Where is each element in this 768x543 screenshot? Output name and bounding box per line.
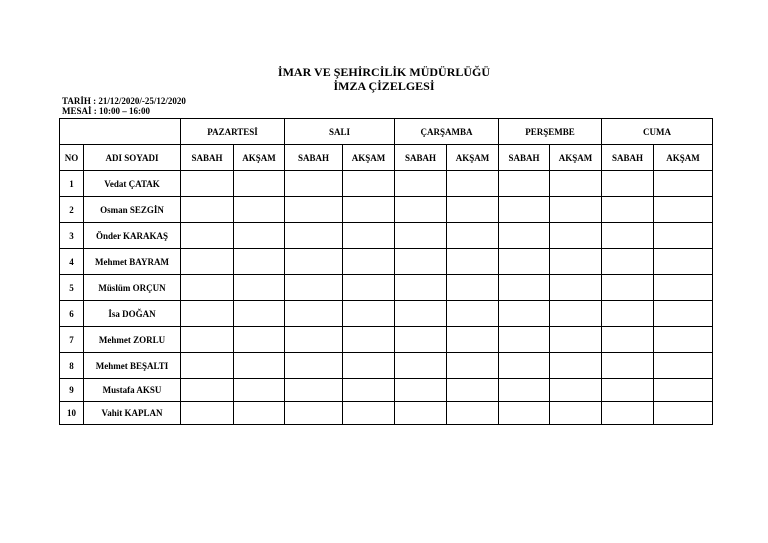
table-row — [60, 327, 713, 353]
signature-cell-morning[interactable] — [395, 197, 447, 223]
signature-cell-morning[interactable] — [285, 379, 343, 402]
row-number: 2 — [60, 197, 84, 223]
signature-cell-morning[interactable] — [395, 223, 447, 249]
signature-cell-evening[interactable] — [234, 275, 285, 301]
signature-cell-evening[interactable] — [447, 327, 499, 353]
signature-cell-evening[interactable] — [343, 223, 395, 249]
signature-cell-evening[interactable] — [654, 171, 713, 197]
signature-cell-evening[interactable] — [343, 171, 395, 197]
signature-cell-evening[interactable] — [654, 301, 713, 327]
signature-cell-morning[interactable] — [285, 353, 343, 379]
signature-cell-morning[interactable] — [499, 249, 550, 275]
morning-header: SABAH — [602, 145, 654, 171]
signature-cell-morning[interactable] — [602, 275, 654, 301]
signature-cell-evening[interactable] — [654, 353, 713, 379]
signature-cell-evening[interactable] — [234, 249, 285, 275]
evening-header: AKŞAM — [550, 145, 602, 171]
name-header: ADI SOYADI — [84, 145, 181, 171]
signature-cell-morning[interactable] — [395, 301, 447, 327]
signature-cell-morning[interactable] — [602, 301, 654, 327]
row-number: 6 — [60, 301, 84, 327]
signature-cell-evening[interactable] — [654, 223, 713, 249]
signature-cell-evening[interactable] — [234, 197, 285, 223]
person-name: Vahit KAPLAN — [84, 402, 181, 425]
signature-cell-morning[interactable] — [181, 171, 234, 197]
signature-cell-evening[interactable] — [550, 379, 602, 402]
signature-cell-morning[interactable] — [395, 402, 447, 425]
signature-cell-evening[interactable] — [550, 327, 602, 353]
signature-cell-morning[interactable] — [602, 223, 654, 249]
signature-cell-evening[interactable] — [234, 379, 285, 402]
no-header: NO — [60, 145, 84, 171]
signature-cell-evening[interactable] — [234, 301, 285, 327]
row-number: 9 — [60, 379, 84, 402]
person-name: Mehmet BAYRAM — [84, 249, 181, 275]
person-name: Vedat ÇATAK — [84, 171, 181, 197]
table-row — [60, 223, 713, 249]
signature-cell-evening[interactable] — [343, 327, 395, 353]
signature-cell-morning[interactable] — [499, 327, 550, 353]
signature-cell-morning[interactable] — [602, 402, 654, 425]
signature-cell-evening[interactable] — [447, 379, 499, 402]
signature-cell-evening[interactable] — [447, 249, 499, 275]
signature-cell-evening[interactable] — [234, 402, 285, 425]
signature-cell-morning[interactable] — [181, 223, 234, 249]
signature-cell-morning[interactable] — [499, 301, 550, 327]
signature-cell-evening[interactable] — [550, 223, 602, 249]
signature-cell-morning[interactable] — [499, 353, 550, 379]
signature-cell-evening[interactable] — [447, 223, 499, 249]
signature-cell-morning[interactable] — [181, 327, 234, 353]
table-row — [60, 301, 713, 327]
signature-cell-evening[interactable] — [654, 249, 713, 275]
day-header-thursday: PERŞEMBE — [499, 119, 602, 145]
signature-cell-evening[interactable] — [234, 353, 285, 379]
document-subtitle: İMZA ÇİZELGESİ — [333, 79, 435, 93]
signature-cell-morning[interactable] — [181, 402, 234, 425]
signature-cell-evening[interactable] — [343, 249, 395, 275]
evening-header: AKŞAM — [343, 145, 395, 171]
table-row — [60, 171, 713, 197]
person-name: Önder KARAKAŞ — [84, 223, 181, 249]
signature-cell-morning[interactable] — [181, 353, 234, 379]
morning-header: SABAH — [499, 145, 550, 171]
signature-cell-morning[interactable] — [602, 353, 654, 379]
signature-cell-morning[interactable] — [499, 402, 550, 425]
document-title: İMAR VE ŞEHİRCİLİK MÜDÜRLÜĞÜ — [277, 65, 491, 79]
signature-cell-morning[interactable] — [499, 379, 550, 402]
row-number: 1 — [60, 171, 84, 197]
table-row — [60, 275, 713, 301]
signature-cell-morning[interactable] — [395, 353, 447, 379]
signature-cell-morning[interactable] — [285, 197, 343, 223]
row-number: 5 — [60, 275, 84, 301]
signature-cell-morning[interactable] — [285, 327, 343, 353]
signature-cell-evening[interactable] — [550, 301, 602, 327]
signature-cell-evening[interactable] — [447, 171, 499, 197]
column-header-row — [60, 145, 713, 171]
signature-cell-evening[interactable] — [343, 353, 395, 379]
signature-cell-evening[interactable] — [550, 353, 602, 379]
morning-header: SABAH — [181, 145, 234, 171]
table-row — [60, 402, 713, 425]
corner-cell — [60, 119, 181, 145]
signature-cell-evening[interactable] — [550, 249, 602, 275]
morning-header: SABAH — [285, 145, 343, 171]
signature-cell-evening[interactable] — [343, 301, 395, 327]
working-hours: MESAİ : 10:00 – 16:00 — [62, 106, 150, 116]
row-number: 8 — [60, 353, 84, 379]
day-header-monday: PAZARTESİ — [181, 119, 285, 145]
signature-cell-morning[interactable] — [602, 327, 654, 353]
row-number: 4 — [60, 249, 84, 275]
signature-cell-evening[interactable] — [654, 327, 713, 353]
table-row — [60, 353, 713, 379]
signature-cell-morning[interactable] — [395, 249, 447, 275]
signature-cell-evening[interactable] — [234, 327, 285, 353]
day-header-tuesday: SALI — [285, 119, 395, 145]
signature-cell-morning[interactable] — [499, 275, 550, 301]
day-header-friday: CUMA — [602, 119, 713, 145]
signature-cell-evening[interactable] — [343, 379, 395, 402]
person-name: Mehmet ZORLU — [84, 327, 181, 353]
row-number: 3 — [60, 223, 84, 249]
signature-cell-evening[interactable] — [550, 197, 602, 223]
signature-cell-evening[interactable] — [654, 379, 713, 402]
signature-cell-evening[interactable] — [550, 402, 602, 425]
signature-cell-morning[interactable] — [285, 275, 343, 301]
signature-cell-evening[interactable] — [234, 171, 285, 197]
signature-cell-morning[interactable] — [395, 275, 447, 301]
date-range: TARİH : 21/12/2020/-25/12/2020 — [62, 96, 186, 106]
signature-cell-morning[interactable] — [395, 379, 447, 402]
signature-cell-morning[interactable] — [602, 171, 654, 197]
signature-cell-morning[interactable] — [499, 197, 550, 223]
signature-cell-morning[interactable] — [181, 197, 234, 223]
signature-cell-morning[interactable] — [285, 171, 343, 197]
signature-cell-evening[interactable] — [447, 402, 499, 425]
signature-cell-evening[interactable] — [654, 402, 713, 425]
signature-table — [59, 118, 713, 425]
signature-cell-morning[interactable] — [499, 171, 550, 197]
table-body — [60, 171, 713, 425]
signature-cell-morning[interactable] — [181, 249, 234, 275]
signature-cell-morning[interactable] — [602, 197, 654, 223]
signature-cell-morning[interactable] — [602, 249, 654, 275]
table-row — [60, 197, 713, 223]
person-name: Mehmet BEŞALTI — [84, 353, 181, 379]
evening-header: AKŞAM — [447, 145, 499, 171]
evening-header: AKŞAM — [234, 145, 285, 171]
signature-cell-morning[interactable] — [285, 249, 343, 275]
signature-cell-evening[interactable] — [550, 171, 602, 197]
day-header-row — [60, 119, 713, 145]
signature-cell-evening[interactable] — [447, 275, 499, 301]
signature-cell-evening[interactable] — [654, 275, 713, 301]
signature-cell-morning[interactable] — [395, 171, 447, 197]
signature-cell-evening[interactable] — [654, 197, 713, 223]
row-number: 10 — [60, 402, 84, 425]
person-name: Osman SEZGİN — [84, 197, 181, 223]
signature-cell-evening[interactable] — [343, 275, 395, 301]
signature-cell-evening[interactable] — [447, 197, 499, 223]
day-header-wednesday: ÇARŞAMBA — [395, 119, 499, 145]
signature-cell-morning[interactable] — [285, 223, 343, 249]
signature-cell-evening[interactable] — [343, 402, 395, 425]
signature-cell-morning[interactable] — [285, 402, 343, 425]
signature-cell-morning[interactable] — [181, 379, 234, 402]
signature-cell-evening[interactable] — [234, 223, 285, 249]
table-row — [60, 379, 713, 402]
signature-cell-evening[interactable] — [447, 353, 499, 379]
evening-header: AKŞAM — [654, 145, 713, 171]
morning-header: SABAH — [395, 145, 447, 171]
table-row — [60, 249, 713, 275]
signature-cell-evening[interactable] — [343, 197, 395, 223]
signature-cell-evening[interactable] — [550, 275, 602, 301]
signature-cell-morning[interactable] — [181, 301, 234, 327]
signature-cell-morning[interactable] — [395, 327, 447, 353]
signature-cell-morning[interactable] — [285, 301, 343, 327]
person-name: Mustafa AKSU — [84, 379, 181, 402]
signature-cell-morning[interactable] — [602, 379, 654, 402]
signature-cell-evening[interactable] — [447, 301, 499, 327]
person-name: Müslüm ORÇUN — [84, 275, 181, 301]
person-name: İsa DOĞAN — [84, 301, 181, 327]
signature-cell-morning[interactable] — [181, 275, 234, 301]
signature-cell-morning[interactable] — [499, 223, 550, 249]
row-number: 7 — [60, 327, 84, 353]
